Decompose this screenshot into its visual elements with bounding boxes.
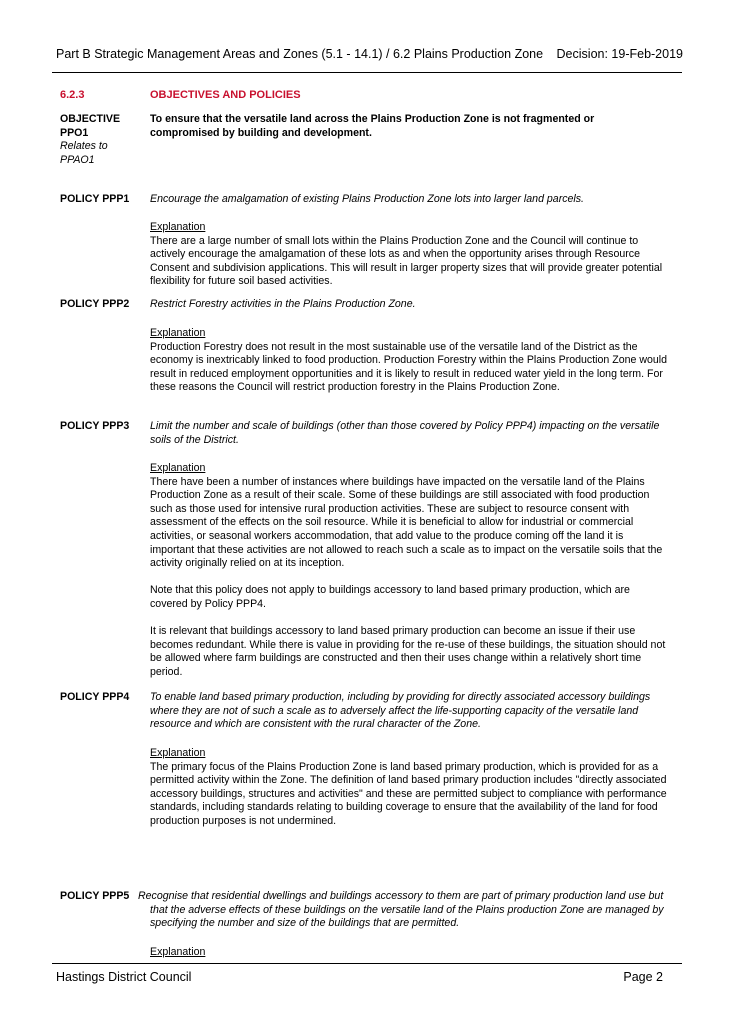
policy-label-ppp3: POLICY PPP3 <box>60 420 130 432</box>
policy-label-ppp2: POLICY PPP2 <box>60 298 130 310</box>
objective-relates-line2: PPAO1 <box>60 153 95 166</box>
policy-explanation-ppp4 <box>150 747 670 829</box>
policy-statement-ppp3: Limit the number and scale of buildings (other than those covered by Policy PPP4) impacting on the versatile soils of the District. <box>150 420 660 446</box>
decision-date: Decision: 19-Feb-2019 <box>556 47 683 61</box>
explanation-heading: Explanation <box>150 462 206 474</box>
header-rule <box>52 72 682 73</box>
policy-label-ppp5: POLICY PPP5 <box>60 890 130 902</box>
policy-statement-ppp4: To enable land based primary production, including by providing for directly associated accessory buildings where they are not of such a scale as to adversely affect the life-supporting capacity of the versatile land resource and which are consistent with the rural character of the Zone. <box>150 691 651 731</box>
objective-label-line2: PPO1 <box>60 126 89 139</box>
section-number: 6.2.3 <box>60 89 85 101</box>
objective-relates-line1: Relates to <box>60 140 108 153</box>
policy-statement-ppp2: Restrict Forestry activities in the Plains Production Zone. <box>150 298 416 310</box>
policy-label-ppp4: POLICY PPP4 <box>60 691 130 703</box>
running-header: Part B Strategic Management Areas and Zones (5.1 - 14.1) / 6.2 Plains Production Zone <box>56 47 544 61</box>
page-number: Page 2 <box>623 970 663 984</box>
objective-text: To ensure that the versatile land across the Plains Production Zone is not fragmented or compromised by building and development. <box>150 113 595 139</box>
explanation-heading: Explanation <box>150 747 206 759</box>
explanation-paragraph: There are a large number of small lots within the Plains Production Zone and the Council will continue to actively encourage the amalgamation of these lots as and when the opportunity arises through Resource Consent and subdivision applications. This will result in larger property sizes that will provide greater potential flexibility for future soil based activities. <box>150 234 663 288</box>
explanation-paragraph: It is relevant that buildings accessory to land based primary production can become an issue if their use becomes redundant. While there is value in providing for the re-use of these buildings, the situation should not be allowed where farm buildings are constructed and then their uses change within a relatively short time period. <box>150 625 666 678</box>
policy-explanation-ppp2 <box>150 327 670 395</box>
policy-explanation-ppp3 <box>150 462 670 680</box>
policy-statement-ppp5: Recognise that residential dwellings and buildings accessory to them are part of primary production land use but that the adverse effects of these buildings on the versatile land of the Plains production Zone are managed by specifying the number and size of the buildings that are permitted. <box>138 890 664 930</box>
objective-label-line1: OBJECTIVE <box>60 113 121 125</box>
explanation-paragraph: Production Forestry does not result in the most sustainable use of the versatile land of the District as the economy is inextricably linked to food production. Production Forestry within the Plains Production Zone would result in reduced employment opportunities and it is likely to result in reduced water yield in the long term. For these reasons the Council will restrict production forestry in the Plains Production Zone. <box>150 340 668 394</box>
policy-explanation-ppp1 <box>150 221 670 289</box>
explanation-paragraph: Note that this policy does not apply to buildings accessory to land based primary production, which are covered by Policy PPP4. <box>150 584 630 610</box>
explanation-heading: Explanation <box>150 221 206 233</box>
policy-statement-ppp1: Encourage the amalgamation of existing Plains Production Zone lots into larger land parcels. <box>150 193 585 205</box>
policy-label-ppp1: POLICY PPP1 <box>60 193 130 205</box>
section-title: OBJECTIVES AND POLICIES <box>150 89 301 101</box>
objective-label <box>60 113 120 167</box>
explanation-paragraph: The primary focus of the Plains Production Zone is land based primary production, which is provided for as a permitted activity within the Zone. The definition of land based primary production includes "directly associated accessory buildings, structures and activities" and these are permitted subject to compliance with performance standards, including standards relating to building coverage to ensure that the availability of the land for food production purposes is not undermined. <box>150 760 667 827</box>
explanation-paragraph: There have been a number of instances where buildings have impacted on the versatile land of the Plains Production Zone as a result of their scale. Some of these buildings are still associated with food production such as those used for intensive rural production activities. These are subject to resource consent with assessment of the effects on the soil resource. While it is beneficial to allow for industrial or commercial activities, or seasonal workers accommodation, that add value to the produce coming off the land it is important that these activities are not allowed to reach such a scale as to impact on the versatile soils that the activity originally relied on at its inception. <box>150 475 663 570</box>
explanation-heading: Explanation <box>150 327 206 339</box>
footer-council: Hastings District Council <box>56 970 192 984</box>
explanation-heading-ppp5: Explanation <box>150 946 206 958</box>
footer-rule <box>52 963 682 964</box>
